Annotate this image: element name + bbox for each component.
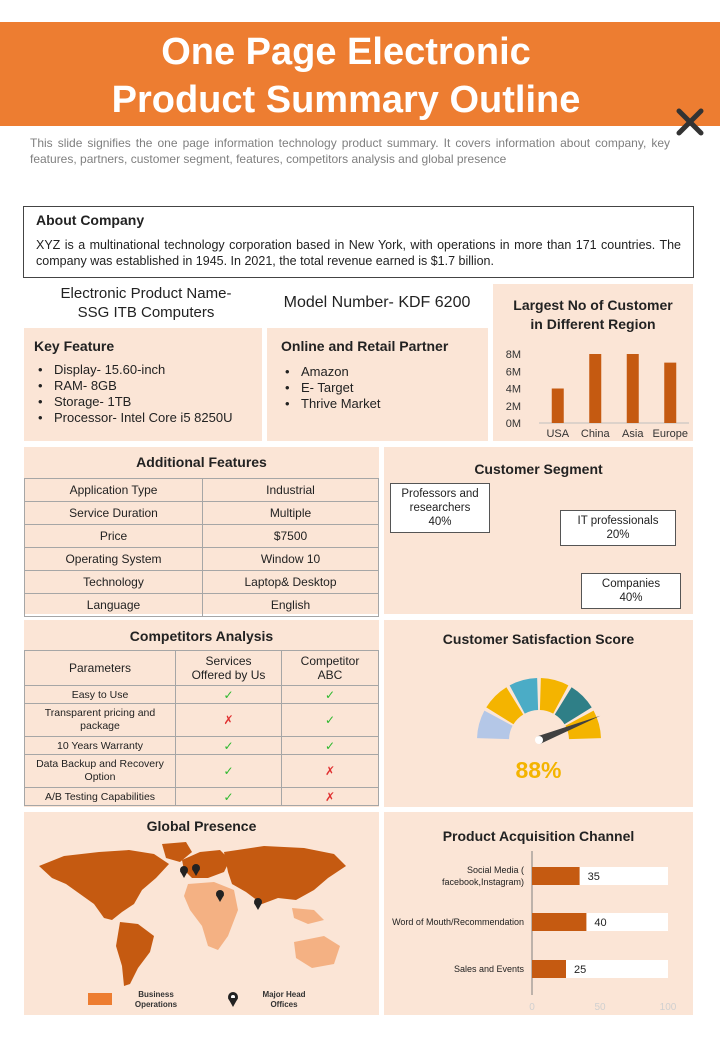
map-south-america [116,922,154,986]
y-tick-label: 6M [505,366,521,379]
mark-cell: ✗ [176,704,282,737]
table-cell [25,704,176,737]
table-cell: Application Type [25,479,203,502]
table-cell: Language [25,594,203,617]
bar [532,913,586,931]
product-name-line-1: Electronic Product Name- [60,285,232,302]
legend-line: Business [138,990,174,999]
callout-label: IT professionals [577,515,659,527]
list-item: • Storage- 1TB [34,394,252,410]
table-header-row [25,651,379,686]
partners-list [281,364,474,412]
table-row [25,479,379,502]
about-heading: About Company [36,212,145,228]
x-tick-label: China [580,428,610,440]
map-asia [224,846,346,904]
list-item: • Amazon [281,364,474,380]
column-header [176,651,282,686]
callout-value: 40% [428,516,452,528]
column-header [282,651,379,686]
bar-value-label: 25 [574,964,587,976]
bar [532,960,566,978]
mark-cell: ✗ [282,755,379,788]
mark-cell: ✓ [176,755,282,788]
bar-value-label: 35 [587,871,600,883]
bar [627,354,639,423]
mark-cell: ✓ [176,737,282,755]
y-tick-label: 2M [505,400,521,413]
callout-professors [390,483,490,533]
map-pin-icon [180,866,188,878]
table-row [25,737,379,755]
category-label: facebook,Instagram) [441,877,524,887]
customer-segment-panel [384,447,693,614]
table-row [25,571,379,594]
y-tick-label: 0M [505,418,521,430]
world-map [24,838,379,998]
about-company-box [23,206,694,278]
y-tick-label: 4M [505,383,521,396]
list-item: • RAM- 8GB [34,378,252,394]
region-chart-panel [493,284,693,441]
satisfaction-panel [384,620,693,807]
close-icon[interactable] [674,106,706,138]
additional-heading: Additional Features [136,454,267,470]
global-presence-panel [24,812,379,1015]
table-cell: Operating System [25,548,203,571]
y-tick-label: 8M [505,349,521,361]
bar-value-label: 40 [594,917,607,929]
subtitle: This slide signifies the one page information technology product summary. It covers information about company, key features, partners, customer segment, features, competitors analysis and global presence [30,136,670,166]
satisfaction-score: 88% [515,757,562,783]
x-tick-label: Europe [652,428,688,440]
callout-label: Professors and [401,488,479,500]
bar [552,389,564,424]
table-cell: Laptop& Desktop [203,571,379,594]
mark-cell: ✓ [282,704,379,737]
callout-value: 20% [606,529,630,541]
x-tick-label: USA [546,428,570,440]
region-bar-chart [493,339,693,441]
product-name-line-2: SSG ITB Computers [77,304,215,321]
mark-cell: ✗ [282,788,379,806]
about-text: XYZ is a multinational technology corporation based in New York, with operations in more than 171 countries. The company was established in 1945. In 2021, the total revenue earned is $1.7 billion. [36,238,681,268]
callout-label: Companies [601,578,661,590]
legend-line: Major Head [262,990,306,999]
list-item: • Thrive Market [281,396,474,412]
table-cell: Service Duration [25,502,203,525]
table-cell: Multiple [203,502,379,525]
key-feature-list [34,362,252,426]
callout-it-professionals [560,510,676,546]
map-north-america [39,850,169,920]
callout-label: researchers [409,502,471,514]
column-header-line: Competitor [300,654,360,668]
table-row [25,548,379,571]
column-header-line: ABC [317,668,343,682]
region-title-line-1: Largest No of Customer [513,297,673,313]
acquisition-heading: Product Acquisition Channel [442,828,635,844]
list-item: • Display- 15.60-inch [34,362,252,378]
column-header: Parameters [25,651,176,686]
bar [664,363,676,423]
model-number: Model Number- KDF 6200 [283,294,471,311]
category-label: Sales and Events [453,964,524,974]
title-line-2: Product Summary Outline [111,79,581,121]
legend-pin-icon [226,990,240,1008]
table-row [25,704,379,737]
param-line: 10 Years Warranty [57,739,143,752]
x-tick-label: 100 [659,1002,677,1013]
product-name [30,284,262,322]
legend-swatch-operations [88,993,112,1005]
page-title [0,28,692,124]
table-cell: Price [25,525,203,548]
partners-panel [267,328,488,441]
satisfaction-heading: Customer Satisfaction Score [442,631,635,647]
category-label: Social Media ( [466,865,524,875]
table-row [25,594,379,617]
table-cell [25,686,176,704]
table-row [25,686,379,704]
table-cell: English [203,594,379,617]
map-australia [294,936,340,968]
legend-label-operations [124,990,188,1010]
map-africa [184,882,238,950]
table-cell [25,737,176,755]
param-line: Easy to Use [71,688,129,701]
legend-line: Operations [134,1000,178,1009]
partners-heading: Online and Retail Partner [281,338,449,354]
mark-cell: ✓ [176,788,282,806]
legend-label-headoffices [252,990,316,1010]
param-line: A/B Testing Capabilities [44,790,156,803]
mark-cell: ✓ [176,686,282,704]
param-line: Option [84,771,116,783]
key-feature-heading: Key Feature [34,338,115,354]
param-line: Transparent pricing and [44,707,156,719]
map-southeast-asia [292,908,324,924]
competitors-table [24,650,379,806]
table-cell [25,755,176,788]
gauge-hub [535,736,543,744]
table-cell: Technology [25,571,203,594]
competitors-heading: Competitors Analysis [129,628,274,644]
legend-line: Offices [270,1000,298,1009]
table-row [25,788,379,806]
table-cell: $7500 [203,525,379,548]
x-tick-label: 50 [594,1002,606,1013]
mark-cell: ✓ [282,737,379,755]
additional-features-panel [24,447,379,614]
bar [532,867,580,885]
region-title-line-2: in Different Region [530,316,656,332]
column-header-line: Services [205,654,252,668]
callout-companies [581,573,681,609]
competitors-panel [24,620,379,807]
table-row [25,525,379,548]
table-cell [25,788,176,806]
segment-heading: Customer Segment [474,461,603,477]
param-line: Data Backup and Recovery [36,758,164,770]
x-tick-label: 0 [529,1002,535,1013]
title-line-1: One Page Electronic [161,31,531,73]
table-row [25,755,379,788]
mark-cell: ✓ [282,686,379,704]
table-row [25,502,379,525]
acquisition-bar-chart [384,845,693,1015]
bar [589,354,601,423]
global-heading: Global Presence [146,818,257,834]
list-item: • Processor- Intel Core i5 8250U [34,410,252,426]
map-pin-icon [254,898,262,910]
list-item: • E- Target [281,380,474,396]
param-line: package [80,720,120,732]
column-header-line: Offered by Us [191,668,266,682]
key-feature-panel [24,328,262,441]
x-tick-label: Asia [622,428,644,440]
category-label: Word of Mouth/Recommendation [392,917,524,927]
table-cell: Industrial [203,479,379,502]
acquisition-panel [384,812,693,1015]
callout-value: 40% [619,592,643,604]
additional-features-table [24,478,379,617]
region-chart-title [493,296,693,334]
table-cell: Window 10 [203,548,379,571]
